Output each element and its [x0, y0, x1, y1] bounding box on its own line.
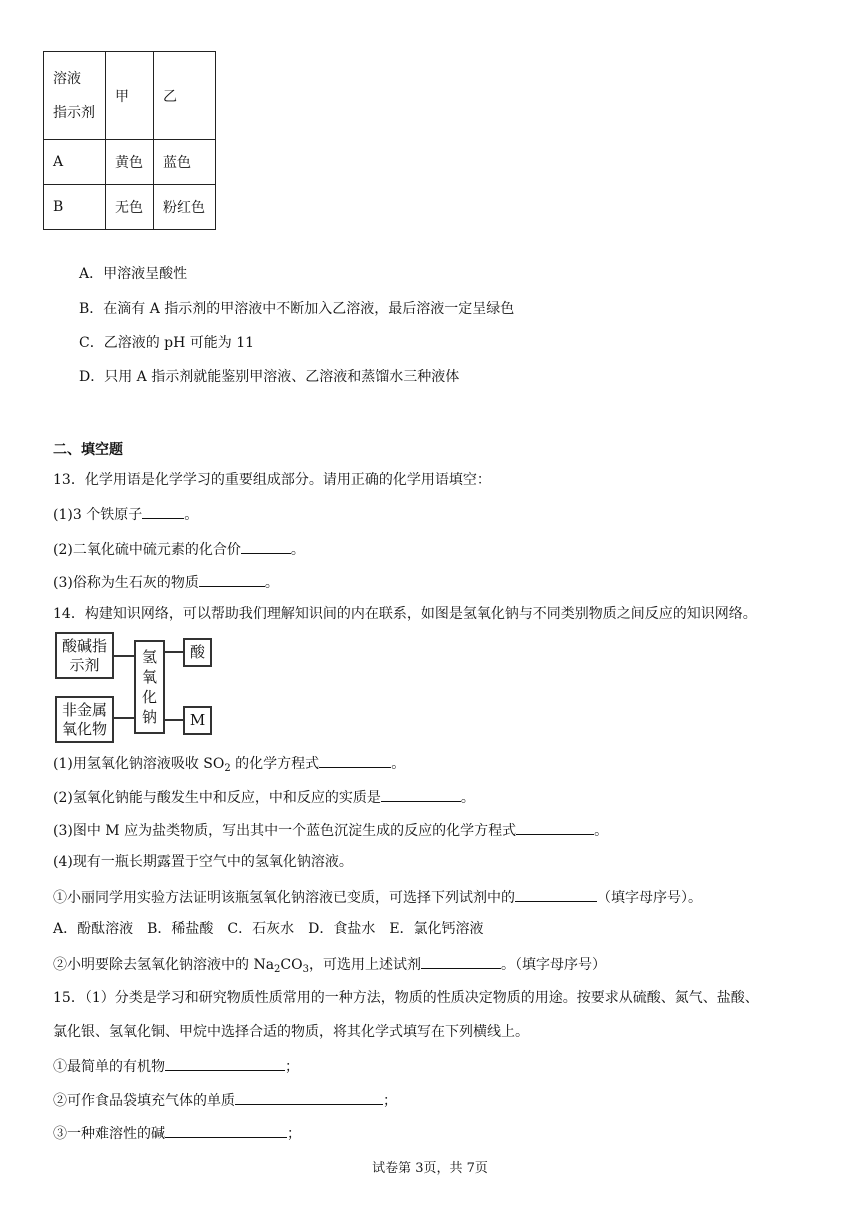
q13-part1-text: (1)3 个铁原子: [53, 507, 143, 523]
q14-part4: (4)现有一瓶长期露置于空气中的氢氧化钠溶液。: [53, 854, 353, 870]
q15-part1-text: ①最简单的有机物: [53, 1059, 165, 1075]
box-m: M: [183, 706, 212, 735]
table-row: [44, 140, 216, 185]
row-name: A: [44, 140, 106, 185]
q13-part3-text: (3)俗称为生石灰的物质: [53, 575, 199, 591]
option-b: B．在滴有 A 指示剂的甲溶液中不断加入乙溶液，最后溶液一定呈绿色: [79, 301, 515, 317]
answer-blank[interactable]: [516, 819, 594, 835]
q13-part2-text: (2)二氧化硫中硫元素的化合价: [53, 542, 241, 558]
q13-part3: [53, 571, 279, 593]
q13-part2: [53, 538, 305, 560]
period: 。: [460, 790, 475, 806]
answer-blank[interactable]: [165, 1055, 285, 1071]
box-sodium-hydroxide: 氢氧化钠: [134, 640, 165, 734]
answer-blank[interactable]: [165, 1122, 287, 1138]
q14-part4-2: [53, 953, 606, 975]
option-a: A．甲溶液呈酸性: [79, 266, 188, 282]
table-row: [44, 185, 216, 230]
semicolon: ；: [285, 1059, 299, 1075]
q14-part4-2-tail: 。（填字母序号）: [501, 957, 606, 973]
answer-blank[interactable]: [199, 571, 265, 587]
table-header-row: [44, 52, 216, 140]
option-c: C．乙溶液的 pH 可能为 11: [79, 335, 255, 351]
q14-part4-1-text: ①小丽同学用实验方法证明该瓶氢氧化钠溶液已变质，可选择下列试剂中的: [53, 890, 515, 906]
period: 。: [391, 756, 406, 772]
q14-part4-2-text-c: ，可选用上述试剂: [309, 957, 421, 973]
page-footer: 试卷第 3页，共 7页: [372, 1161, 488, 1176]
q15-part2-text: ②可作食品袋填充气体的单质: [53, 1093, 235, 1109]
q14-stem: 14．构建知识网络，可以帮助我们理解知识间的内在联系，如图是氢氧化钠与不同类别物质之间反应的知识网络。: [53, 606, 757, 622]
cell-jia: 无色: [106, 185, 154, 230]
q15-stem-line1: 15．（1）分类是学习和研究物质性质常用的一种方法，物质的性质决定物质的用途。按要求从硫酸、氮气、盐酸、: [53, 990, 759, 1006]
period: 。: [264, 575, 279, 591]
box-nonmetal-oxide: 非金属氧化物: [55, 696, 114, 743]
period: 。: [594, 823, 609, 839]
row-name: B: [44, 185, 106, 230]
semicolon: ；: [287, 1126, 301, 1142]
subscript: 2: [274, 964, 281, 975]
cell-jia: 黄色: [106, 140, 154, 185]
answer-blank[interactable]: [515, 886, 597, 902]
q15-part1: [53, 1055, 299, 1077]
q14-part4-1-tail: （填字母序号）。: [597, 890, 702, 906]
connector-line: [163, 651, 183, 653]
period: 。: [184, 507, 199, 523]
subscript: 2: [224, 763, 231, 774]
q14-part1-text-b: 的化学方程式: [230, 756, 320, 772]
header-solution: 溶液: [53, 70, 81, 87]
q14-part3: [53, 819, 608, 841]
cell-yi: 粉红色: [154, 185, 216, 230]
q14-part2: [53, 786, 475, 808]
q14-part1: [53, 752, 405, 774]
section-title: 二、填空题: [53, 442, 123, 458]
answer-blank[interactable]: [142, 503, 184, 519]
connector-line: [163, 719, 183, 721]
answer-blank[interactable]: [421, 953, 501, 969]
cell-yi: 蓝色: [154, 140, 216, 185]
answer-blank[interactable]: [241, 538, 291, 554]
answer-blank[interactable]: [381, 786, 461, 802]
subscript: 3: [302, 964, 309, 975]
q14-part4-1: [53, 886, 702, 908]
answer-blank[interactable]: [235, 1089, 383, 1105]
answer-blank[interactable]: [319, 752, 391, 768]
q14-part2-text: (2)氢氧化钠能与酸发生中和反应，中和反应的实质是: [53, 790, 381, 806]
header-jia: 甲: [106, 52, 154, 140]
q14-part4-2-text-a: ②小明要除去氢氧化钠溶液中的 Na: [53, 957, 275, 973]
option-d: D．只用 A 指示剂就能鉴别甲溶液、乙溶液和蒸馏水三种液体: [79, 369, 460, 385]
q13-stem: 13．化学用语是化学学习的重要组成部分。请用正确的化学用语填空：: [53, 472, 491, 488]
header-yi: 乙: [154, 52, 216, 140]
connector-line: [112, 717, 134, 719]
header-indicator: 指示剂: [53, 104, 95, 121]
q14-part3-text: (3)图中 M 应为盐类物质，写出其中一个蓝色沉淀生成的反应的化学方程式: [53, 823, 517, 839]
q15-stem-line2: 氯化银、氢氧化铜、甲烷中选择合适的物质，将其化学式填写在下列横线上。: [53, 1024, 529, 1040]
q13-part1: [53, 503, 198, 525]
box-acid: 酸: [183, 638, 212, 667]
q15-part3-text: ③一种难溶性的碱: [53, 1126, 165, 1142]
q14-part1-text-a: (1)用氢氧化钠溶液吸收 SO: [53, 756, 225, 772]
q14-part4-2-text-b: CO: [280, 957, 303, 973]
reagent-list: A．酚酞溶液 B．稀盐酸 C．石灰水 D．食盐水 E．氯化钙溶液: [53, 921, 484, 937]
table-corner-cell: [44, 52, 106, 140]
connector-line: [112, 655, 134, 657]
box-acid-base-indicator: 酸碱指示剂: [55, 632, 114, 679]
semicolon: ；: [383, 1093, 397, 1109]
indicator-table: [43, 51, 216, 230]
q15-part3: [53, 1122, 301, 1144]
period: 。: [290, 542, 305, 558]
q15-part2: [53, 1089, 397, 1111]
